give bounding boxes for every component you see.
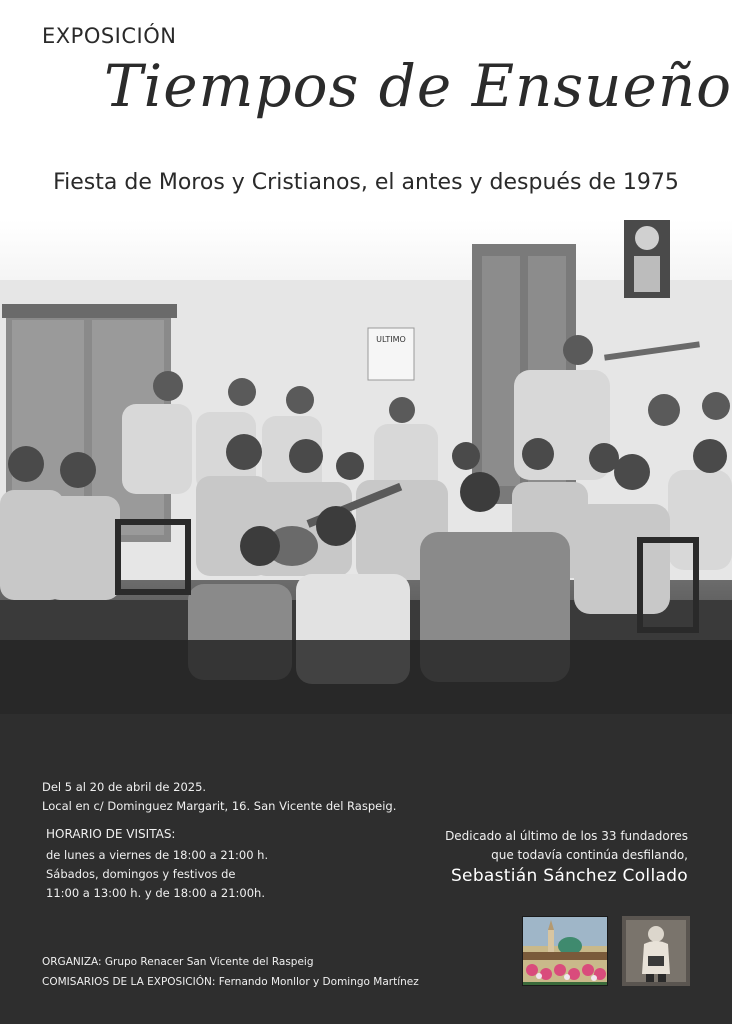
calendar-label: ULTIMO <box>376 335 406 344</box>
historic-group-photo <box>0 220 732 714</box>
visiting-hours-weekend-label: Sábados, domingos y festivos de <box>46 867 236 881</box>
dedication-line-2: que todavía continúa desfilando, <box>491 848 688 862</box>
exhibition-location: Local en c/ Dominguez Margarit, 16. San Vicente del Raspeig. <box>42 799 397 813</box>
group-photo-illustration <box>0 220 732 714</box>
visiting-hours-weekdays: de lunes a viernes de 18:00 a 21:00 h. <box>46 848 269 862</box>
honoree-name: Sebastián Sánchez Collado <box>450 866 688 886</box>
portrait-thumbnail <box>622 916 690 986</box>
poster-footer <box>0 714 732 1024</box>
exhibition-subtitle: Fiesta de Moros y Cristianos, el antes y después de 1975 <box>53 170 679 195</box>
painting-thumbnail <box>522 916 608 986</box>
curators-credit: COMISARIOS DE LA EXPOSICIÓN: Fernando Monllor y Domingo Martínez <box>42 976 419 988</box>
exhibition-dates: Del 5 al 20 de abril de 2025. <box>42 780 207 794</box>
visiting-hours-title: HORARIO DE VISITAS: <box>46 827 176 841</box>
portrait-illustration <box>622 916 690 986</box>
painting-illustration <box>522 916 608 986</box>
organizer-credit: ORGANIZA: Grupo Renacer San Vicente del Raspeig <box>42 956 314 968</box>
exhibition-title: Tiempos de Ensueño <box>104 52 732 120</box>
dedication-line-1: Dedicado al último de los 33 fundadores <box>445 829 688 843</box>
poster-header <box>0 0 732 220</box>
exhibition-kicker: EXPOSICIÓN <box>42 24 177 48</box>
visiting-hours-weekend-times: 11:00 a 13:00 h. y de 18:00 a 21:00h. <box>46 886 265 900</box>
